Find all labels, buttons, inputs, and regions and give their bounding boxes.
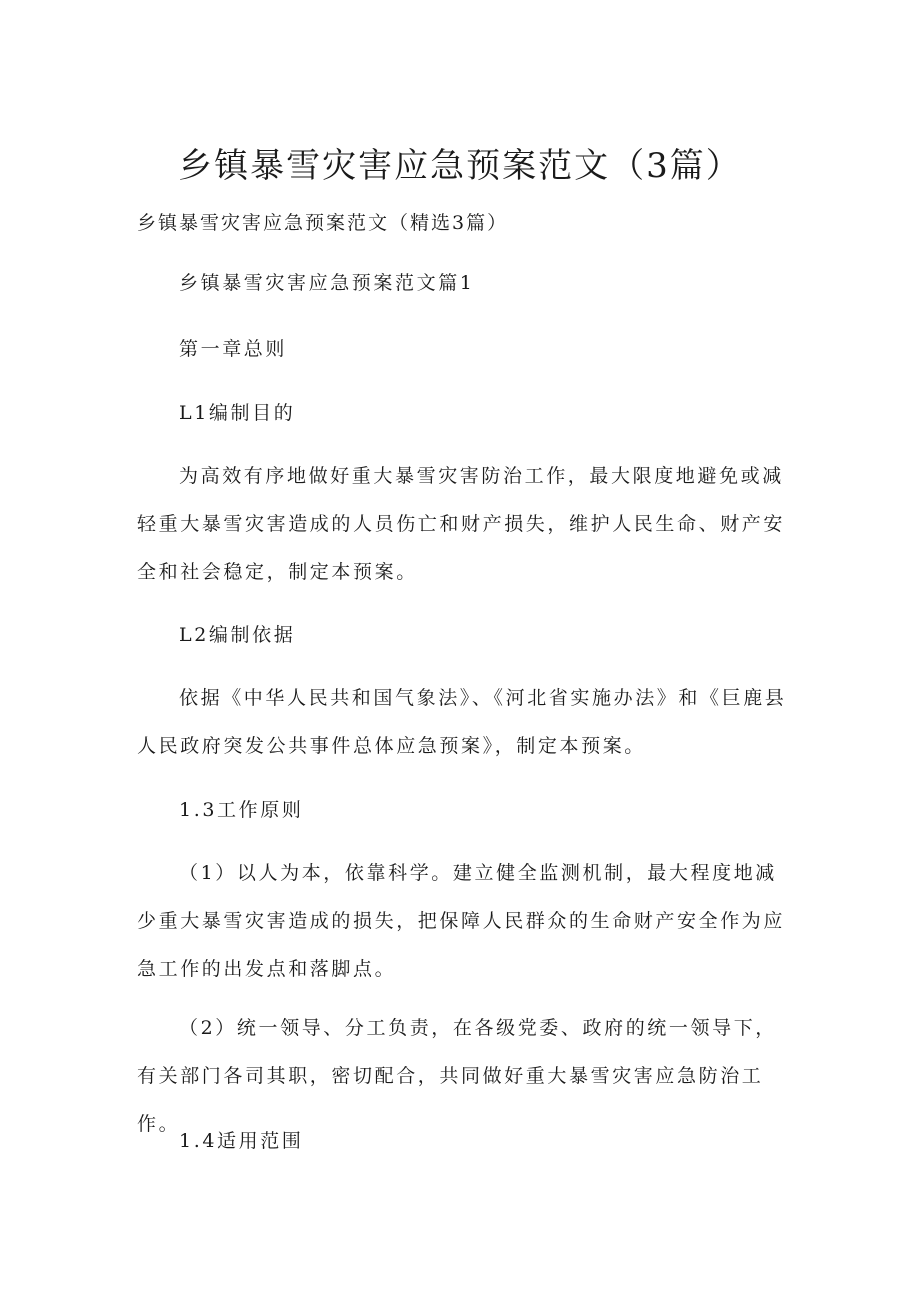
heading-1-4: 1.4适用范围 (179, 1130, 304, 1152)
heading-1-1: L1编制目的 (179, 402, 296, 424)
paragraph-principle-2: （2）统一领导、分工负责，在各级党委、政府的统一领导下，有关部门各司其职，密切配合，共同做好重大暴雪灾害应急防治工作。 (137, 1017, 777, 1135)
section-title: 乡镇暴雪灾害应急预案范文篇1 (179, 272, 475, 294)
chapter-heading: 第一章总则 (179, 338, 288, 360)
paragraph-basis: 依据《中华人民共和国气象法》、《河北省实施办法》和《巨鹿县人民政府突发公共事件总体应急预案》，制定本预案。 (137, 687, 787, 757)
heading-1-3: 1.3工作原则 (179, 799, 304, 821)
heading-1-2: L2编制依据 (179, 624, 296, 646)
paragraph-purpose: 为高效有序地做好重大暴雪灾害防治工作，最大限度地避免或减轻重大暴雪灾害造成的人员伤亡和财产损失，维护人民生命、财产安全和社会稳定，制定本预案。 (137, 465, 786, 583)
document-title: 乡镇暴雪灾害应急预案范文（3篇） (178, 146, 742, 186)
document-subtitle: 乡镇暴雪灾害应急预案范文（精选3篇） (137, 212, 509, 234)
paragraph-principle-1: （1）以人为本，依靠科学。建立健全监测机制，最大程度地减少重大暴雪灾害造成的损失，把保障人民群众的生命财产安全作为应急工作的出发点和落脚点。 (137, 862, 786, 980)
